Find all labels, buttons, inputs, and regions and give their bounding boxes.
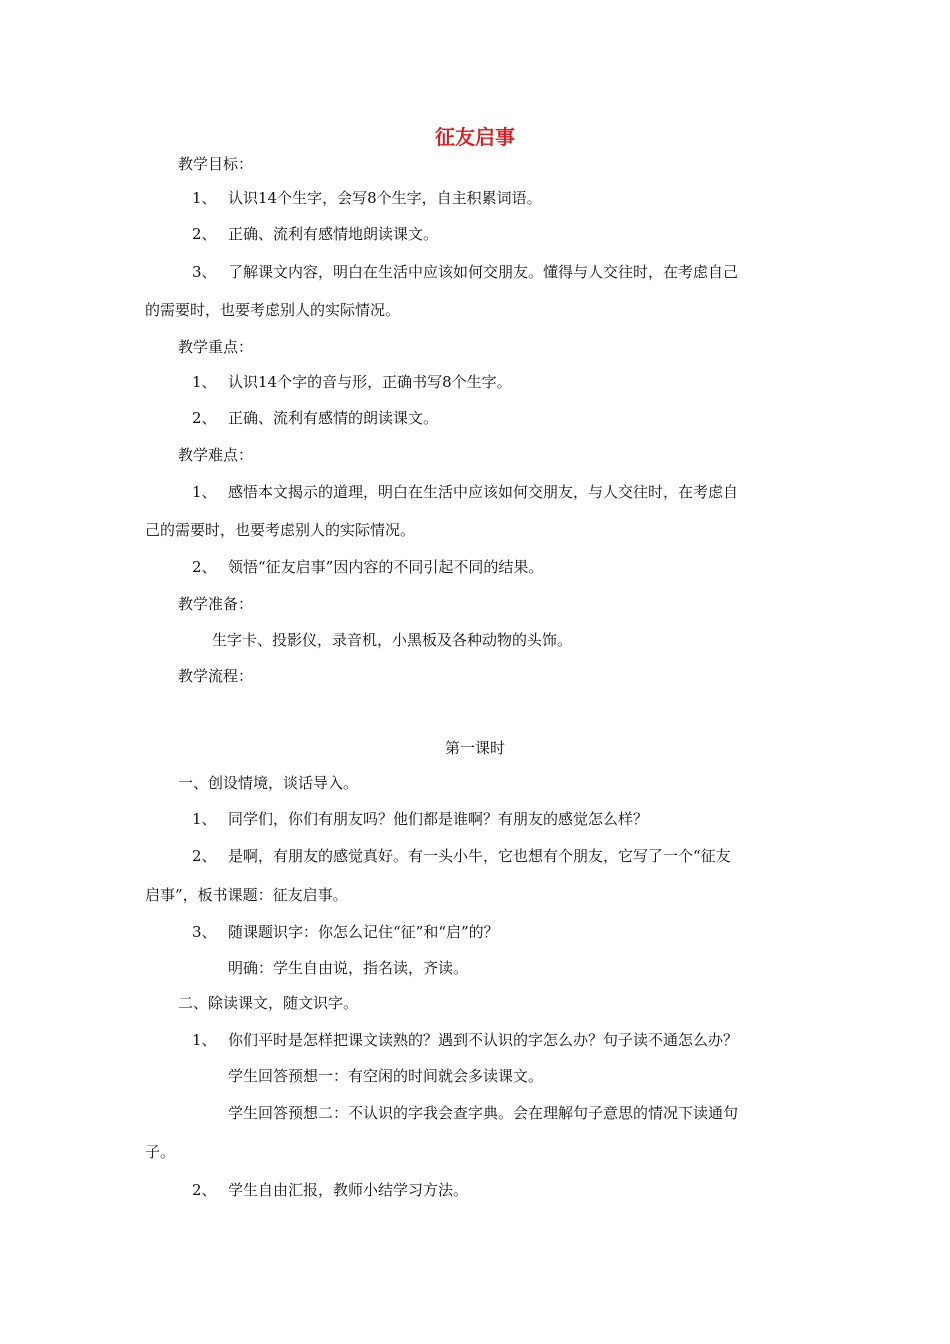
item-number: 3、 — [192, 263, 217, 281]
item-text: 正确、流利有感情地朗读课文。 — [228, 225, 439, 243]
prep-heading: 教学准备： — [178, 595, 254, 613]
item-number: 1、 — [192, 189, 217, 207]
item-number: 3、 — [192, 923, 217, 941]
section-1-item-3-sub: 明确：学生自由说，指名读，齐读。 — [228, 959, 469, 977]
difficult-item-2 — [192, 557, 543, 577]
document-title: 征友启事 — [435, 125, 515, 149]
item-number: 2、 — [192, 409, 217, 427]
item-number: 2、 — [192, 1181, 217, 1199]
item-text: 学生自由汇报，教师小结学习方法。 — [228, 1181, 469, 1199]
prep-text: 生字卡、投影仪，录音机，小黑板及各种动物的头饰。 — [212, 631, 573, 649]
item-text: 领悟“征友启事”因内容的不同引起不同的结果。 — [228, 558, 544, 576]
difficult-heading: 教学难点： — [178, 446, 254, 464]
goals-heading: 教学目标： — [178, 155, 254, 173]
section-2-item-1-sub-2: 学生回答预想二：不认识的字我会查字典。会在理解句子意思的情况下读通句 — [228, 1104, 739, 1122]
item-number: 1、 — [192, 483, 217, 501]
goals-item-3-continuation: 的需要时，也要考虑别人的实际情况。 — [145, 301, 401, 319]
goals-item-1 — [192, 188, 542, 208]
item-text: 了解课文内容，明白在生活中应该如何交朋友。懂得与人交往时，在考虑自己 — [228, 263, 739, 281]
lesson-heading: 第一课时 — [444, 739, 505, 757]
difficult-item-1 — [192, 482, 738, 502]
item-text: 是啊，有朋友的感觉真好。有一头小牛，它也想有个朋友，它写了一个“征友 — [228, 847, 731, 865]
item-number: 1、 — [192, 1031, 217, 1049]
flow-heading: 教学流程： — [178, 667, 254, 685]
goals-item-3 — [192, 262, 738, 282]
item-text: 你们平时是怎样把课文读熟的？遇到不认识的字怎么办？句子读不通怎么办？ — [228, 1031, 739, 1049]
item-number: 1、 — [192, 810, 217, 828]
section-2-item-1-sub-1: 学生回答预想一：有空闲的时间就会多读课文。 — [228, 1067, 544, 1085]
key-item-1 — [192, 372, 512, 392]
item-text: 正确、流利有感情的朗读课文。 — [228, 409, 439, 427]
item-text: 随课题识字：你怎么记住“征”和“启”的？ — [228, 923, 499, 941]
item-text: 感悟本文揭示的道理，明白在生活中应该如何交朋友，与人交往时，在考虑自 — [228, 483, 739, 501]
section-1-item-2-continuation: 启事”，板书课题：征友启事。 — [145, 886, 348, 904]
item-text: 认识14个生字，会写8个生字，自主积累词语。 — [228, 189, 542, 207]
section-2-item-1 — [192, 1030, 738, 1050]
section-1-heading: 一、创设情境，谈话导入。 — [178, 774, 359, 792]
section-2-heading: 二、除读课文，随文识字。 — [178, 994, 359, 1012]
goals-item-2 — [192, 224, 438, 244]
item-text: 认识14个字的音与形，正确书写8个生字。 — [228, 373, 512, 391]
item-number: 2、 — [192, 847, 217, 865]
section-1-item-1 — [192, 809, 648, 829]
item-text: 同学们，你们有朋友吗？他们都是谁啊？有朋友的感觉怎么样？ — [228, 810, 649, 828]
difficult-item-1-continuation: 己的需要时，也要考虑别人的实际情况。 — [145, 521, 416, 539]
item-number: 2、 — [192, 558, 217, 576]
item-number: 2、 — [192, 225, 217, 243]
key-item-2 — [192, 408, 438, 428]
section-1-item-2 — [192, 846, 731, 866]
section-2-item-2 — [192, 1180, 468, 1200]
section-1-item-3 — [192, 922, 499, 942]
section-2-item-1-continuation: 子。 — [145, 1143, 176, 1161]
key-heading: 教学重点： — [178, 338, 254, 356]
item-number: 1、 — [192, 373, 217, 391]
